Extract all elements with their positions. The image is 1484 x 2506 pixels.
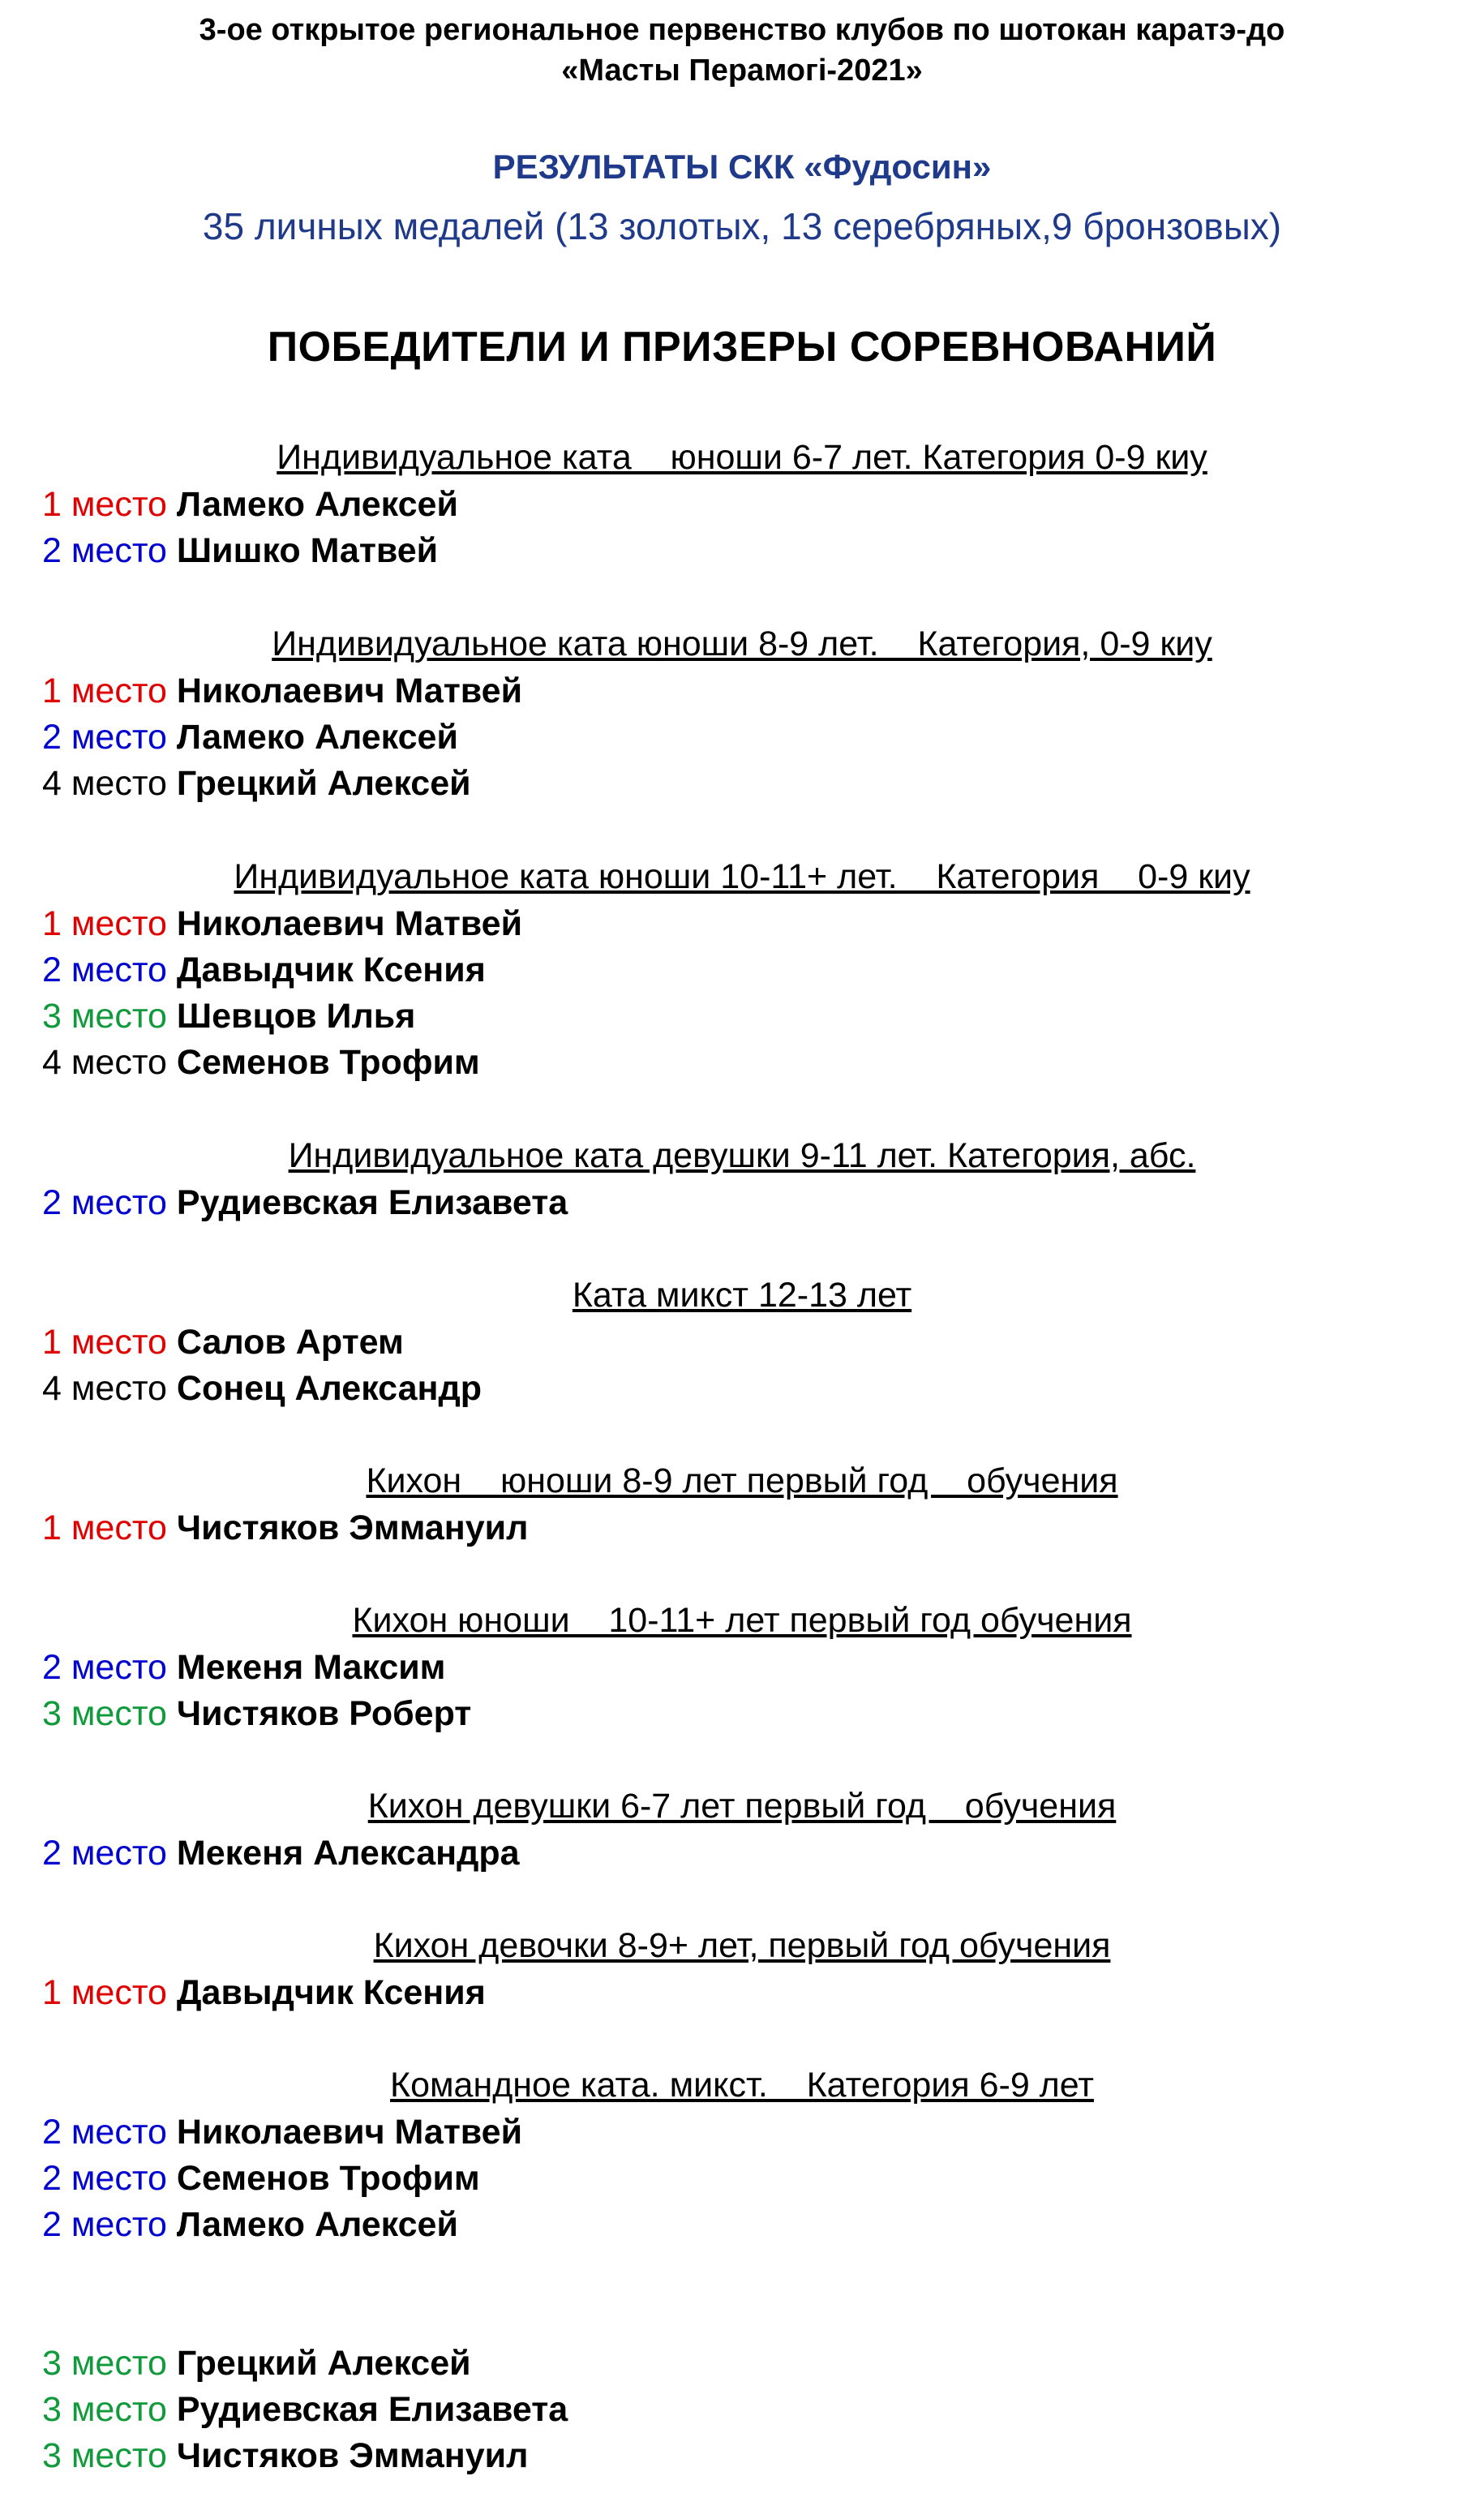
- athlete-name: Ламеко Алексей: [176, 485, 458, 524]
- result-row: [42, 2390, 568, 2430]
- result-row: [42, 2159, 480, 2199]
- athlete-name: Чистяков Эммануил: [176, 2436, 529, 2475]
- athlete-name: Ламеко Алексей: [176, 2205, 458, 2244]
- athlete-name: Мекеня Александра: [176, 1834, 520, 1873]
- athlete-name: Чистяков Эммануил: [176, 1508, 529, 1547]
- place-label: 3 место: [42, 2390, 167, 2429]
- place-label: 2 место: [42, 531, 167, 570]
- result-row: [42, 531, 438, 571]
- event-title-line1: 3-ое открытое региональное первенство клубов по шотокан каратэ-до: [199, 13, 1285, 47]
- place-label: 2 место: [42, 1183, 167, 1222]
- place-label: 2 место: [42, 950, 167, 989]
- result-row: [42, 485, 458, 525]
- place-label: 1 место: [42, 485, 167, 524]
- place-label: 2 место: [42, 2205, 167, 2244]
- category-title: Ката микст 12-13 лет: [572, 1276, 912, 1315]
- athlete-name: Сонец Александр: [176, 1369, 483, 1408]
- result-row: [42, 672, 522, 711]
- results-title: РЕЗУЛЬТАТЫ СКК «Фудосин»: [492, 148, 992, 186]
- place-label: 1 место: [42, 1323, 167, 1362]
- place-label: 4 место: [42, 1369, 167, 1408]
- place-label: 2 место: [42, 2113, 167, 2152]
- athlete-name: Грецкий Алексей: [176, 2344, 471, 2383]
- winners-title: ПОБЕДИТЕЛИ И ПРИЗЕРЫ СОРЕВНОВАНИЙ: [267, 324, 1217, 371]
- athlete-name: Николаевич Матвей: [176, 904, 523, 943]
- athlete-name: Давыдчик Ксения: [176, 950, 486, 989]
- category-title: Индивидуальное ката юноши 8-9 лет. Категория, 0-9 киу: [272, 624, 1212, 663]
- athlete-name: Чистяков Роберт: [176, 1694, 472, 1733]
- result-row: [42, 2344, 471, 2384]
- category-title: Индивидуальное ката юноши 6-7 лет. Категория 0-9 киу: [277, 438, 1207, 477]
- result-row: [42, 718, 458, 757]
- result-row: [42, 1183, 568, 1223]
- result-row: [42, 2205, 458, 2245]
- category-title: Командное ката. микст. Категория 6-9 лет: [390, 2066, 1094, 2105]
- category-title: Кихон девочки 8-9+ лет, первый год обучения: [373, 1926, 1111, 1965]
- category-title: Кихон девушки 6-7 лет первый год обучения: [367, 1787, 1117, 1826]
- result-row: [42, 1323, 404, 1362]
- result-row: [42, 764, 471, 804]
- result-row: [42, 1648, 445, 1688]
- category-title: Индивидуальное ката девушки 9-11 лет. Категория, абс.: [288, 1136, 1196, 1175]
- place-label: 3 место: [42, 1694, 167, 1733]
- place-label: 3 место: [42, 2344, 167, 2383]
- category-title: Кихон юноши 10-11+ лет первый год обучения: [352, 1601, 1132, 1640]
- place-label: 4 место: [42, 1043, 167, 1082]
- results-subtitle: 35 личных медалей (13 золотых, 13 серебряных,9 бронзовых): [202, 205, 1282, 247]
- athlete-name: Рудиевская Елизавета: [176, 1183, 568, 1222]
- result-row: [42, 1973, 486, 2013]
- result-row: [42, 1369, 482, 1409]
- category-title: Кихон юноши 8-9 лет первый год обучения: [366, 1461, 1118, 1500]
- result-row: [42, 904, 522, 944]
- athlete-name: Николаевич Матвей: [176, 2113, 523, 2152]
- place-label: 2 место: [42, 718, 167, 757]
- place-label: 3 место: [42, 997, 167, 1036]
- place-label: 2 место: [42, 1648, 167, 1687]
- place-label: 1 место: [42, 1508, 167, 1547]
- result-row: [42, 950, 486, 990]
- athlete-name: Мекеня Максим: [176, 1648, 446, 1687]
- result-row: [42, 997, 415, 1036]
- category-title: Индивидуальное ката юноши 10-11+ лет. Категория 0-9 киу: [234, 857, 1250, 896]
- athlete-name: Салов Артем: [176, 1323, 404, 1362]
- place-label: 3 место: [42, 2436, 167, 2475]
- place-label: 2 место: [42, 1834, 167, 1873]
- result-row: [42, 2436, 528, 2476]
- athlete-name: Ламеко Алексей: [176, 718, 458, 757]
- athlete-name: Шевцов Илья: [176, 997, 416, 1036]
- result-row: [42, 1508, 528, 1548]
- place-label: 2 место: [42, 2159, 167, 2198]
- athlete-name: Шишко Матвей: [176, 531, 439, 570]
- athlete-name: Рудиевская Елизавета: [176, 2390, 568, 2429]
- athlete-name: Николаевич Матвей: [176, 672, 523, 710]
- place-label: 1 место: [42, 904, 167, 943]
- athlete-name: Грецкий Алексей: [176, 764, 471, 803]
- place-label: 1 место: [42, 672, 167, 710]
- place-label: 1 место: [42, 1973, 167, 2012]
- event-title-line2: «Масты Перамогі-2021»: [561, 54, 923, 88]
- result-row: [42, 2113, 522, 2152]
- athlete-name: Семенов Трофим: [176, 1043, 480, 1082]
- result-row: [42, 1043, 480, 1083]
- result-row: [42, 1834, 520, 1873]
- athlete-name: Семенов Трофим: [176, 2159, 480, 2198]
- result-row: [42, 1694, 471, 1734]
- place-label: 4 место: [42, 764, 167, 803]
- athlete-name: Давыдчик Ксения: [176, 1973, 486, 2012]
